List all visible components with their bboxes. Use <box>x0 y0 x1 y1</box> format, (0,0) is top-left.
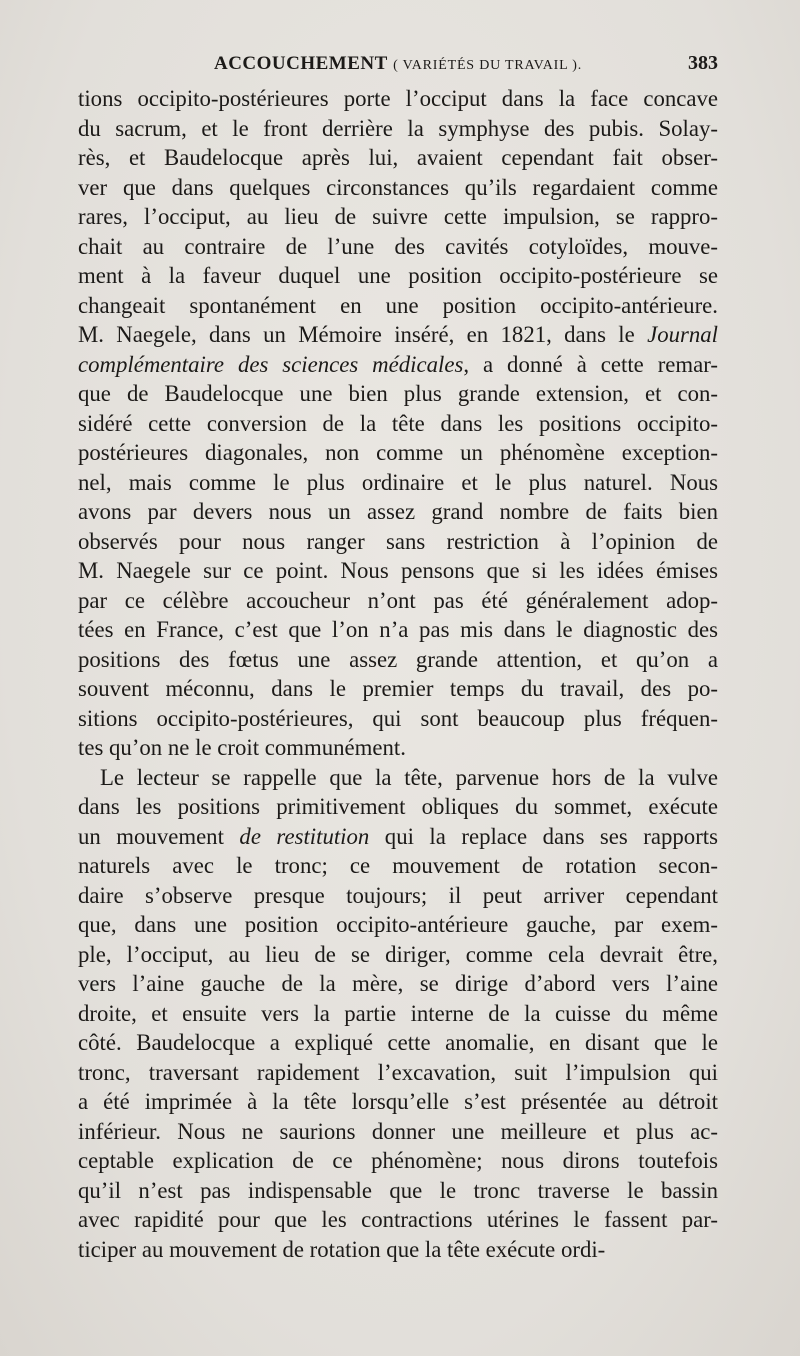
text-segment: postérieures diagonales, non comme un phénomène exception- <box>78 440 718 465</box>
text-line <box>78 114 718 144</box>
text-segment: avons par devers nous un assez grand nombre de faits bien <box>78 499 718 524</box>
text-segment: ceptable explication de ce phénomène; nous dirons toutefois <box>78 1148 718 1173</box>
text-line <box>78 999 718 1029</box>
text-segment: dans les positions primitivement obliques du sommet, exécute <box>78 794 718 819</box>
text-segment: rares, l’occiput, au lieu de suivre cette impulsion, se rappro- <box>78 204 718 229</box>
text-segment: côté. Baudelocque a expliqué cette anomalie, en disant que le <box>78 1030 718 1055</box>
text-segment: sitions occipito-postérieures, qui sont beaucoup plus fréquen- <box>78 705 718 731</box>
text-segment: avec rapidité pour que les contractions utérines le fassent par- <box>78 1207 718 1232</box>
text-line <box>78 556 718 586</box>
text-line <box>78 645 718 675</box>
text-line <box>78 763 718 793</box>
text-line <box>78 438 718 468</box>
text-segment: M. Naegele, dans un Mémoire inséré, en 1821, dans le <box>78 322 648 347</box>
text-line <box>78 969 718 999</box>
text-segment: du sacrum, et le front derrière la symphyse des pubis. Solay- <box>78 115 718 141</box>
page-header <box>78 52 718 82</box>
text-line <box>78 851 718 881</box>
text-segment: que, dans une position occipito-antérieure gauche, par exem- <box>78 912 718 937</box>
text-line <box>78 586 718 616</box>
text-line <box>78 910 718 940</box>
text-segment: daire s’observe presque toujours; il peut arriver cependant <box>78 882 718 908</box>
text-segment: que de Baudelocque une bien plus grande extension, et con- <box>78 381 718 406</box>
text-segment: tées en France, c’est que l’on n’a pas mis dans le diagnostic des <box>78 617 718 642</box>
text-segment: ple, l’occiput, au lieu de se diriger, comme cela devrait être, <box>78 941 718 967</box>
text-line <box>78 1028 718 1058</box>
text-segment: ver que dans quelques circonstances qu’ils regardaient comme <box>78 174 718 200</box>
text-line <box>78 792 718 822</box>
text-segment: positions des fœtus une assez grande attention, et qu’on a <box>78 646 718 672</box>
text-segment: tronc, traversant rapidement l’excavation, suit l’impulsion qui <box>78 1059 718 1085</box>
text-line <box>78 704 718 734</box>
text-line <box>78 1235 718 1265</box>
text-line <box>78 1058 718 1088</box>
text-segment: changeait spontanément en une position occipito-antérieure. <box>78 292 718 318</box>
running-head-subtitle: ( VARIÉTÉS DU TRAVAIL ). <box>393 58 583 73</box>
body-text <box>78 84 718 1264</box>
text-line <box>78 674 718 704</box>
text-segment: ticiper au mouvement de rotation que la tête exécute ordi- <box>78 1236 606 1262</box>
text-line <box>78 1087 718 1117</box>
text-line <box>78 202 718 232</box>
text-line <box>78 143 718 173</box>
running-head <box>78 52 718 75</box>
text-line <box>78 173 718 203</box>
text-line <box>78 615 718 645</box>
text-line <box>78 84 718 114</box>
text-line <box>78 1117 718 1147</box>
text-line <box>78 497 718 527</box>
italic-text-segment: Journal <box>647 322 718 347</box>
text-segment: ment à la faveur duquel une position occipito-postérieure se <box>78 263 718 288</box>
text-segment: qui la replace dans ses rapports <box>369 823 718 849</box>
text-segment: rès, et Baudelocque après lui, avaient cependant fait obser- <box>78 145 718 170</box>
text-segment: , a donné à cette remar- <box>463 351 718 377</box>
text-line <box>78 940 718 970</box>
text-segment: qu’il n’est pas indispensable que le tronc traverse le bassin <box>78 1177 718 1203</box>
text-line <box>78 232 718 262</box>
text-segment: souvent méconnu, dans le premier temps du travail, des po- <box>78 676 718 701</box>
text-segment: par ce célèbre accoucheur n’ont pas été généralement adop- <box>78 587 718 613</box>
text-segment: tions occipito-postérieures porte l’occiput dans la face concave <box>78 86 718 111</box>
running-head-title: ACCOUCHEMENT <box>213 53 388 74</box>
text-line <box>78 527 718 557</box>
text-line <box>78 1146 718 1176</box>
text-segment: nel, mais comme le plus ordinaire et le plus naturel. Nous <box>78 469 718 495</box>
text-line <box>78 1176 718 1206</box>
text-segment: inférieur. Nous ne saurions donner une meilleure et plus ac- <box>78 1118 718 1144</box>
text-line <box>78 350 718 380</box>
text-segment: a été imprimée à la tête lorsqu’elle s’est présentée au détroit <box>78 1089 718 1114</box>
italic-text-segment: complémentaire des sciences médicales <box>78 351 464 377</box>
text-segment: sidéré cette conversion de la tête dans les positions occipito- <box>78 410 718 436</box>
text-line <box>78 881 718 911</box>
text-segment: observés pour nous ranger sans restriction à l’opinion de <box>78 528 718 554</box>
text-segment: droite, et ensuite vers la partie interne de la cuisse du même <box>78 1000 718 1026</box>
text-segment: M. Naegele sur ce point. Nous pensons que si les idées émises <box>78 558 718 583</box>
text-segment: un mouvement <box>78 823 240 849</box>
page-number: 383 <box>688 52 718 74</box>
text-segment: chait au contraire de l’une des cavités cotyloïdes, mouve- <box>78 233 718 259</box>
text-line <box>78 379 718 409</box>
italic-text-segment: de restitution <box>239 823 370 849</box>
text-line <box>78 261 718 291</box>
text-line <box>78 468 718 498</box>
text-line <box>78 733 718 763</box>
text-line <box>78 291 718 321</box>
text-line <box>78 822 718 852</box>
text-segment: vers l’aine gauche de la mère, se dirige d’abord vers l’aine <box>78 971 718 996</box>
text-line <box>78 409 718 439</box>
text-line <box>78 320 718 350</box>
text-segment: Le lecteur se rappelle que la tête, parvenue hors de la vulve <box>100 764 718 790</box>
text-line <box>78 1205 718 1235</box>
text-segment: naturels avec le tronc; ce mouvement de rotation secon- <box>78 853 718 878</box>
text-segment: tes qu’on ne le croit communément. <box>78 735 406 760</box>
